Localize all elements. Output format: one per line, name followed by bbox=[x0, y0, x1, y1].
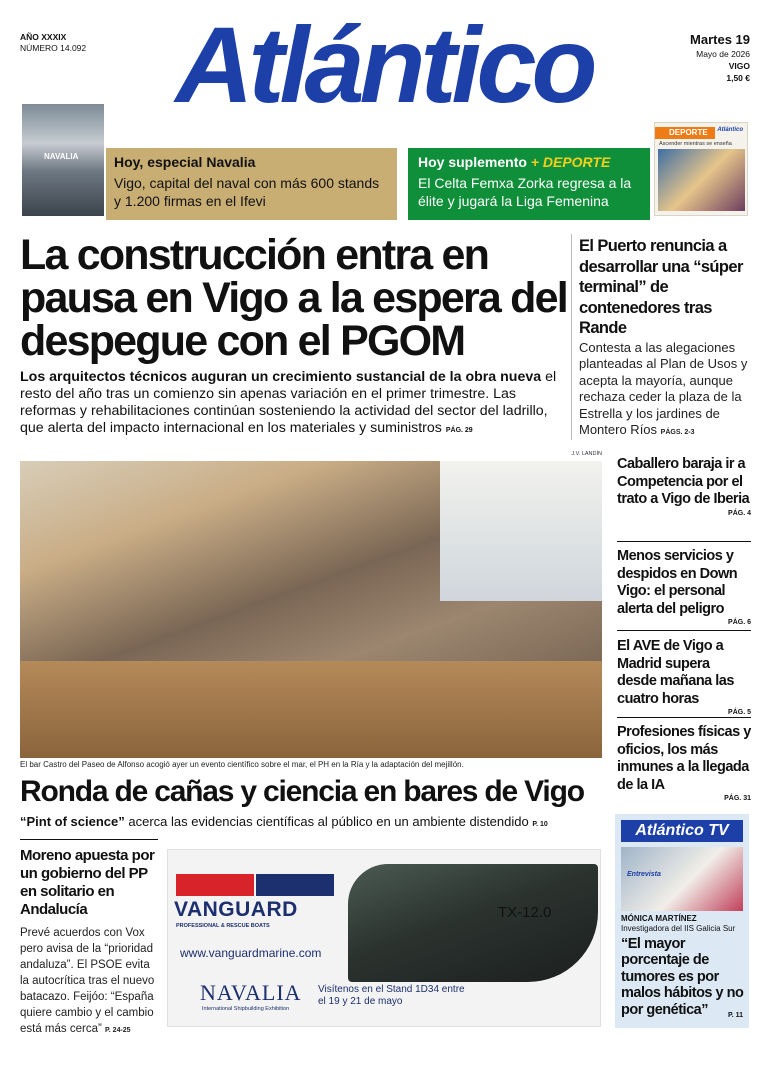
right-item-down-vigo[interactable] bbox=[617, 548, 751, 626]
plus-icon: + bbox=[530, 154, 539, 170]
right-divider bbox=[617, 630, 751, 631]
lead-deck bbox=[20, 369, 570, 439]
supplement-brand: Atlántico bbox=[717, 127, 743, 133]
ad-logo-blue-bar bbox=[256, 874, 334, 896]
vanguard-ad[interactable] bbox=[167, 849, 601, 1027]
right-divider bbox=[617, 717, 751, 718]
story-ciencia-deck: “Pint of science” acerca las evidencias científicas al público en un ambiente distendido P. 10 bbox=[20, 814, 548, 829]
tv-video-thumbnail[interactable] bbox=[621, 847, 743, 911]
boat-image bbox=[348, 864, 598, 982]
right-item-headline: El AVE de Vigo a Madrid supera desde mañana las cuatro horas bbox=[617, 638, 734, 707]
right-item-ave[interactable] bbox=[617, 638, 751, 716]
tv-page: P. 11 bbox=[727, 1012, 743, 1019]
right-item-headline: Caballero baraja ir a Competencia por el trato a Vigo de Iberia bbox=[617, 456, 750, 508]
navalia-thumbnail-label: NAVALIA bbox=[44, 152, 79, 161]
promo-deporte-brand: DEPORTE bbox=[542, 154, 611, 170]
tv-guest-role: Investigadora del IIS Galicia Sur bbox=[621, 924, 736, 933]
ad-website[interactable]: www.vanguardmarine.com bbox=[180, 946, 322, 960]
right-item-headline: Profesiones físicas y oficios, los más inmunes a la llegada de la IA bbox=[617, 724, 751, 793]
side-story-puerto-page: PÁGS. 2-3 bbox=[660, 429, 695, 437]
right-item-iberia[interactable] bbox=[617, 456, 751, 517]
lead-headline[interactable]: La construcción entra en pausa en Vigo a la espera del despegue con el PGOM bbox=[20, 231, 567, 365]
ad-logo-red-bar bbox=[176, 874, 254, 896]
edition-number: NÚMERO 14.092 bbox=[20, 43, 87, 53]
supplement-line: Ascender mientras se enseña bbox=[659, 141, 732, 147]
tv-title: Atlántico TV bbox=[621, 820, 743, 842]
story-ciencia-page: P. 10 bbox=[532, 821, 548, 828]
tv-quote: “El mayor porcentaje de tumores es por malos hábitos y no por genética” bbox=[621, 936, 744, 1018]
photo-credit: J.V. LANDÍN bbox=[571, 451, 602, 457]
promo-navalia[interactable] bbox=[106, 148, 397, 220]
main-photo[interactable] bbox=[20, 461, 602, 758]
lead-deck-bold: Los arquitectos técnicos auguran un crecimiento sustancial de la obra nueva bbox=[20, 369, 542, 385]
side-story-moreno-page: P. 24-25 bbox=[105, 1027, 131, 1034]
edition-city: VIGO bbox=[728, 61, 750, 71]
photo-caption: El bar Castro del Paseo de Alfonso acogió ayer un evento científico sobre el mar, el PH en la Ría y la adaptación del mejillón. bbox=[20, 760, 464, 769]
right-item-ia[interactable] bbox=[617, 724, 751, 802]
ad-model: TX-12.0 bbox=[498, 904, 552, 921]
tv-guest-name: MÓNICA MARTÍNEZ bbox=[621, 914, 697, 923]
supplement-cover[interactable] bbox=[654, 122, 748, 216]
ad-brand: VANGUARD bbox=[174, 898, 298, 921]
right-divider bbox=[617, 541, 751, 542]
edition-year: AÑO XXXIX bbox=[20, 32, 67, 42]
ad-event-sub: International Shipbuilding Exhibition bbox=[202, 1006, 290, 1012]
navalia-thumbnail[interactable] bbox=[22, 104, 104, 216]
ad-tagline: PROFESSIONAL & RESCUE BOATS bbox=[176, 923, 270, 929]
promo-deporte-body: El Celta Femxa Zorka regresa a la élite y jugará la Liga Femenina bbox=[418, 175, 632, 209]
promo-navalia-body: Vigo, capital del naval con más 600 stands y 1.200 firmas en el Ifevi bbox=[114, 175, 380, 209]
lead-page: PÁG. 29 bbox=[445, 427, 473, 434]
promo-deporte-title bbox=[418, 153, 640, 171]
column-divider bbox=[571, 234, 572, 440]
masthead-date-info bbox=[660, 32, 750, 84]
supplement-photo bbox=[658, 149, 745, 211]
photo-floor bbox=[20, 661, 602, 758]
side-story-moreno-headline: Moreno apuesta por un gobierno del PP en solitario en Andalucía bbox=[20, 847, 155, 918]
right-item-page: PÁG. 6 bbox=[728, 619, 751, 627]
promo-deporte[interactable] bbox=[408, 148, 650, 220]
right-item-headline: Menos servicios y despidos en Down Vigo: el personal alerta del peligro bbox=[617, 548, 738, 617]
side-story-puerto[interactable] bbox=[579, 236, 751, 442]
masthead-edition-info bbox=[20, 32, 86, 54]
side-story-moreno-body: Prevé acuerdos con Vox pero avisa de la “prioridad andaluza”. El PSOE evita la autocrítica tras el nuevo batacazo. Feijóo: “España quiere cambio y el cambio está más cerca” P. 24-25 bbox=[20, 927, 155, 1035]
section-rule bbox=[20, 839, 158, 840]
right-item-page: PÁG. 5 bbox=[728, 709, 751, 717]
atlantico-tv-box[interactable] bbox=[615, 814, 749, 1028]
promo-navalia-title: Hoy, especial Navalia bbox=[114, 154, 256, 170]
side-story-moreno[interactable] bbox=[20, 847, 160, 1039]
ad-visit: Visítenos en el Stand 1D34 entre el 19 y 21 de mayo bbox=[318, 984, 465, 1007]
edition-price: 1,50 € bbox=[726, 73, 750, 83]
edition-month-year: Mayo de 2026 bbox=[696, 49, 750, 59]
photo-window bbox=[440, 461, 602, 601]
right-item-page: PÁG. 4 bbox=[728, 509, 751, 517]
promo-deporte-label: Hoy suplemento bbox=[418, 154, 527, 170]
side-story-puerto-headline: El Puerto renuncia a desarrollar una “súper terminal” de contenedores tras Rande bbox=[579, 237, 743, 337]
supplement-band: DEPORTE bbox=[655, 127, 715, 139]
ad-event: NAVALIA bbox=[200, 980, 302, 1005]
story-ciencia-headline[interactable]: Ronda de cañas y ciencia en bares de Vigo bbox=[20, 775, 584, 808]
newspaper-logo[interactable]: Atlántico bbox=[175, 4, 593, 125]
right-item-page: PÁG. 31 bbox=[724, 795, 751, 803]
edition-weekday: Martes 19 bbox=[690, 32, 750, 47]
side-story-puerto-body: Contesta a las alegaciones planteadas al Plan de Usos y acepta la mayoría, aunque rechaza ceder la plaza de la Estrella y los jardines de Montero Ríos PÁGS. 2-3 bbox=[579, 339, 748, 438]
tv-thumb-label: Entrevista bbox=[627, 871, 661, 878]
lead-deck-text: el resto del año tras un comienzo sin apenas variación en el primer trimestre. Las reformas y rehabilitaciones continúan sosteniendo la actividad del sector del ladrillo, que alerta del impacto internacional en los materiales y suministros bbox=[20, 369, 557, 436]
story-ciencia-deck-bold: “Pint of science” bbox=[20, 814, 125, 829]
